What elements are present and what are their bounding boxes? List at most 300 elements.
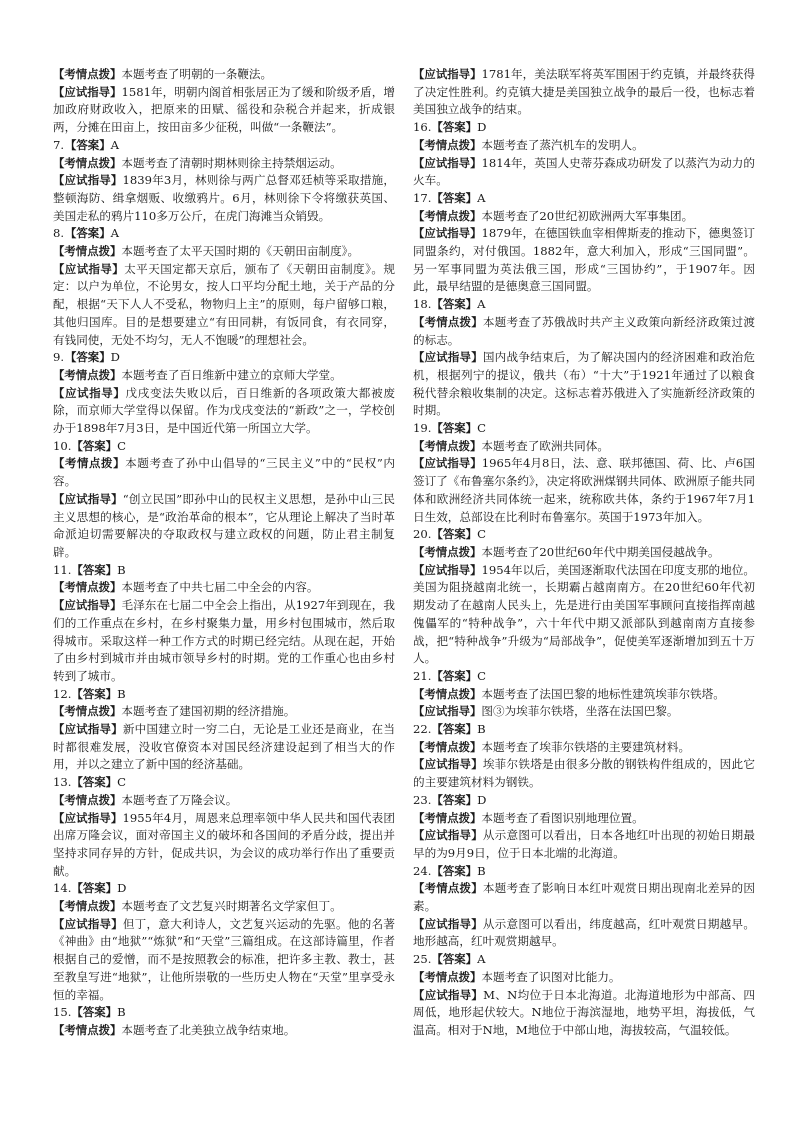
bracket-close: 】: [109, 155, 122, 170]
bracket-close: 】: [470, 67, 482, 81]
exam-point-line: [413, 438, 755, 456]
tag-label: 答案: [442, 190, 466, 205]
guidance-text: 太平天国定都天京后，颁布了《天朝田亩制度》。规定：以户为单位，不论男女，按人口平均分配土地，关于产品的分配，根据“天下人人不受私，物物归上主”的原则，每户留够口粮，其他归国库。目的是想要建立“有田同耕，有饭同食，有衣同穿，有钱同使，无处不均匀，无人不饱暖”的理想社会。: [53, 261, 395, 347]
question-number: 16.: [413, 120, 432, 135]
question-entry: [53, 225, 395, 349]
bracket-close: 】: [471, 987, 484, 1002]
answer-line: [413, 792, 755, 810]
bracket-open: 【: [53, 385, 66, 400]
bracket-close: 】: [469, 544, 482, 559]
bracket-open: 【: [413, 686, 425, 701]
question-entry: [413, 721, 755, 792]
tag-yszd: [413, 456, 482, 470]
bracket-close: 】: [470, 456, 482, 471]
tag-label: 考情点拨: [424, 881, 472, 896]
bracket-open: 【: [431, 120, 443, 135]
answer-line: [413, 668, 755, 686]
question-entry: [53, 774, 395, 880]
exam-point-line: [53, 898, 395, 916]
exam-point-text: 本题考查了法国巴黎的地标性建筑埃菲尔铁塔。: [481, 686, 725, 701]
bracket-open: 【: [413, 226, 425, 241]
answer-value: C: [477, 421, 486, 436]
guidance-line: [413, 916, 755, 951]
answer-value: D: [477, 120, 487, 135]
tag-answer: [65, 350, 111, 364]
exam-point-line: [53, 66, 395, 84]
bracket-open: 【: [431, 863, 443, 878]
tag-yszd: [413, 704, 481, 718]
exam-point-text: 本题考查了蒸汽机车的发明人。: [481, 137, 644, 152]
guidance-text: 1581年，明朝内阁首相张居正为了缓和阶级矛盾，增加政府财政收入，把原来的田赋、徭役和杂税合并起来，折成银两，分摊在田亩上，按田亩多少征税，叫做“一条鞭法”。: [53, 84, 395, 135]
bracket-close: 】: [105, 881, 118, 896]
tag-label: 考情点拨: [64, 1022, 110, 1037]
bracket-close: 】: [469, 686, 482, 701]
guidance-text: 埃菲尔铁塔是由很多分散的钢铁构件组成的，因此它的主要建筑材料为钢铁。: [413, 757, 755, 790]
bracket-open: 【: [431, 190, 443, 205]
bracket-open: 【: [413, 456, 425, 471]
bracket-close: 】: [109, 704, 122, 719]
bracket-open: 【: [413, 208, 425, 223]
exam-point-text: 本题考查了中共七届二中全会的内容。: [121, 580, 319, 595]
tag-label: 答案: [82, 881, 106, 896]
question-entry: [53, 66, 395, 137]
guidance-line: [53, 491, 395, 562]
question-entry: [53, 880, 395, 1004]
guidance-line: [413, 349, 755, 420]
tag-yszd: [413, 828, 483, 842]
question-entry: [413, 863, 755, 952]
exam-point-text: 本题考查了识图对比能力。: [481, 969, 621, 984]
tag-answer: [431, 191, 477, 205]
exam-point-line: [413, 314, 755, 349]
bracket-open: 【: [53, 367, 65, 382]
exam-point-line: [53, 455, 395, 490]
tag-kqdb: [53, 156, 121, 170]
bracket-close: 】: [465, 421, 478, 436]
tag-label: 考情点拨: [424, 969, 470, 984]
tag-kqdb: [413, 687, 481, 701]
bracket-close: 】: [113, 385, 126, 400]
question-number: 15.: [53, 1005, 72, 1020]
answer-line: [53, 225, 395, 243]
exam-point-text: 本题考查了明朝的一条鞭法。: [121, 67, 273, 81]
question-number: 7.: [53, 137, 65, 152]
tag-label: 考情点拨: [424, 686, 470, 701]
tag-answer: [431, 793, 477, 807]
tag-yszd: [53, 492, 123, 506]
answer-line: [413, 863, 755, 881]
tag-answer: [431, 297, 477, 311]
tag-answer: [65, 226, 111, 240]
bracket-close: 】: [99, 137, 111, 152]
answer-value: C: [117, 438, 126, 453]
tag-label: 应试指导: [65, 385, 114, 400]
bracket-close: 】: [111, 916, 123, 931]
tag-kqdb: [413, 439, 481, 453]
tag-yszd: [413, 563, 482, 577]
guidance-text: 1839年3月，林则徐与两广总督邓廷桢等采取措施，整顿海防、缉拿烟贩、收缴鸦片。6月，林则徐下令将缴获英国、美国走私的鸦片110多万公斤，在虎门海滩当众销毁。: [53, 173, 395, 223]
bracket-open: 【: [53, 916, 65, 931]
question-entry: [413, 190, 755, 296]
exam-point-line: [53, 579, 395, 597]
tag-label: 考情点拨: [64, 899, 110, 914]
answer-line: [413, 119, 755, 137]
tag-label: 考情点拨: [64, 244, 110, 259]
bracket-close: 】: [105, 686, 118, 701]
bracket-close: 】: [110, 598, 122, 613]
question-entry: [53, 137, 395, 226]
question-entry: [413, 296, 755, 420]
bracket-open: 【: [431, 792, 443, 807]
answer-line: [53, 686, 395, 704]
tag-label: 答案: [76, 350, 100, 365]
guidance-text: 1814年，英国人史蒂芬森成功研发了以蒸汽为动力的火车。: [413, 155, 755, 188]
bracket-open: 【: [431, 297, 443, 312]
right-column: [413, 66, 755, 1040]
answer-line: [53, 438, 395, 456]
exam-point-text: 本题考查了孙中山倡导的“三民主义”中的“民权”内容。: [53, 456, 395, 489]
answer-line: [53, 774, 395, 792]
exam-point-line: [53, 367, 395, 385]
tag-label: 应试指导: [64, 916, 112, 931]
tag-kqdb: [53, 1023, 121, 1037]
tag-kqdb: [53, 793, 121, 807]
tag-label: 答案: [442, 120, 466, 135]
tag-label: 应试指导: [64, 491, 112, 506]
bracket-open: 【: [413, 155, 425, 170]
question-number: 10.: [53, 438, 72, 453]
answer-value: D: [477, 792, 487, 807]
bracket-close: 】: [110, 810, 123, 825]
bracket-open: 【: [71, 686, 83, 701]
guidance-line: [413, 827, 755, 862]
bracket-close: 】: [465, 297, 478, 312]
exam-point-text: 本题考查了万隆会议。: [121, 792, 238, 807]
tag-label: 应试指导: [64, 810, 111, 825]
bracket-close: 】: [465, 792, 478, 807]
tag-label: 答案: [82, 1005, 106, 1020]
question-entry: [413, 792, 755, 863]
tag-answer: [431, 421, 477, 435]
answer-value: D: [117, 881, 127, 896]
bracket-close: 】: [465, 120, 478, 135]
tag-label: 答案: [76, 226, 100, 241]
bracket-open: 【: [53, 155, 65, 170]
tag-label: 考情点拨: [64, 704, 110, 719]
answer-value: A: [110, 137, 119, 152]
tag-answer: [431, 527, 477, 541]
answer-line: [413, 296, 755, 314]
bracket-close: 】: [109, 899, 122, 914]
tag-label: 答案: [442, 421, 466, 436]
exam-point-text: 本题考查了清朝时期林则徐主持禁烟运动。: [121, 155, 342, 170]
exam-point-text: 本题考查了埃菲尔铁塔的主要建筑材料。: [481, 739, 691, 754]
bracket-open: 【: [431, 527, 443, 542]
bracket-close: 】: [471, 314, 483, 329]
bracket-open: 【: [53, 792, 65, 807]
bracket-close: 】: [469, 969, 482, 984]
bracket-close: 】: [110, 173, 123, 188]
tag-label: 答案: [82, 686, 106, 701]
bracket-open: 【: [413, 881, 425, 896]
question-number: 14.: [53, 881, 72, 896]
bracket-open: 【: [413, 350, 425, 365]
tag-label: 应试指导: [424, 562, 471, 577]
bracket-close: 】: [99, 226, 111, 241]
tag-answer: [431, 722, 477, 736]
tag-answer: [71, 439, 117, 453]
tag-label: 考情点拨: [64, 580, 110, 595]
tag-label: 应试指导: [424, 704, 470, 719]
tag-answer: [71, 687, 117, 701]
exam-point-text: 本题考查了20世纪60年代中期美国侵越战争。: [481, 544, 720, 559]
question-entry: [413, 526, 755, 668]
bracket-open: 【: [413, 562, 425, 577]
answer-line: [413, 526, 755, 544]
tag-yszd: [413, 350, 483, 364]
exam-point-line: [53, 243, 395, 261]
bracket-open: 【: [413, 704, 425, 719]
bracket-open: 【: [413, 757, 425, 772]
tag-label: 考情点拨: [64, 155, 110, 170]
guidance-line: [413, 155, 755, 190]
bracket-open: 【: [413, 987, 425, 1002]
tag-label: 答案: [442, 863, 466, 878]
guidance-text: 图③为埃菲尔铁塔，坐落在法国巴黎。: [481, 704, 679, 719]
bracket-open: 【: [53, 899, 65, 914]
bracket-open: 【: [413, 67, 425, 81]
tag-label: 答案: [76, 137, 100, 152]
exam-point-text: 本题考查了欧洲共同体。: [481, 438, 609, 453]
bracket-close: 】: [99, 350, 111, 365]
question-number: 24.: [413, 863, 432, 878]
answer-value: D: [110, 350, 120, 365]
answer-line: [53, 880, 395, 898]
exam-point-text: 本题考查了看图识别地理位置。: [481, 810, 644, 825]
tag-yszd: [53, 722, 123, 736]
guidance-line: [53, 810, 395, 881]
guidance-text: 从示意图可以看出，日本各地红叶出现的初始日期最早的为9月9日，位于日本北端的北海道。: [413, 828, 755, 860]
guidance-text: 1781年，美法联军将英军围困于约克镇，并最终获得了决定性胜利。约克镇大捷是美国独立战争的最后一役，也标志着美国独立战争的结束。: [413, 67, 755, 117]
exam-point-text: 本题考查了苏俄战时共产主义政策向新经济政策过渡的标志。: [413, 314, 755, 347]
tag-label: 考情点拨: [424, 438, 470, 453]
tag-label: 答案: [82, 775, 106, 790]
tag-label: 应试指导: [424, 226, 471, 241]
tag-kqdb: [53, 67, 121, 81]
tag-kqdb: [53, 368, 121, 382]
bracket-close: 】: [470, 562, 482, 577]
question-entry: [413, 420, 755, 526]
tag-yszd: [413, 988, 483, 1002]
exam-point-line: [53, 155, 395, 173]
bracket-close: 】: [469, 810, 482, 825]
bracket-open: 【: [65, 226, 77, 241]
bracket-close: 】: [470, 226, 482, 241]
guidance-text: 但丁，意大利诗人，文艺复兴运动的先驱。他的名著《神曲》由“地狱”“炼狱”和“天堂”三篇组成。在这部诗篇里，作者根据自己的爱憎，而不是按照教会的标准，把许多主教、教士，甚至教皇写进“地狱”，让他所崇敬的一些历史人物在“天堂”里享受永恒的幸福。: [53, 916, 395, 1002]
guidance-line: [413, 455, 755, 526]
bracket-open: 【: [53, 244, 65, 259]
bracket-close: 】: [109, 367, 122, 382]
guidance-text: 1965年4月8日，法、意、联邦德国、荷、比、卢6国签订了《布鲁塞尔条约》，决定将欧洲煤钢共同体、欧洲原子能共同体和欧洲经济共同体统一起来，统称欧共体，条约于1967年7月1日生效，总部设在比利时布鲁塞尔。英国于1973年加入。: [413, 456, 756, 524]
tag-label: 考情点拨: [64, 792, 110, 807]
question-entry: [53, 349, 395, 438]
bracket-close: 】: [471, 881, 483, 896]
question-number: 8.: [53, 226, 65, 241]
guidance-text: 1955年4月，周恩来总理率领中华人民共和国代表团出席万隆会议，面对帝国主义的破坏和各国间的矛盾分歧，提出并坚持求同存异的方针，促成共识，为会议的成功举行作出了重要贡献。: [53, 810, 395, 878]
tag-kqdb: [413, 811, 481, 825]
bracket-open: 【: [431, 421, 443, 436]
bracket-close: 】: [469, 438, 482, 453]
exam-point-line: [413, 880, 755, 915]
question-number: 19.: [413, 421, 432, 436]
question-number: 9.: [53, 350, 65, 365]
exam-point-text: 本题考查了文艺复兴时期著名文学家但丁。: [121, 899, 342, 914]
tag-label: 考情点拨: [424, 137, 470, 152]
guidance-text: 1879年，在德国铁血宰相俾斯麦的推动下，德奥签订同盟条约，对付俄国。1882年，意大利加入，形成“三国同盟”。另一军事同盟为英法俄三国，形成“三国协约”，于1907年。因此，最早结盟的是德奥意三国同盟。: [413, 226, 755, 294]
question-entry: [413, 951, 755, 1040]
answer-line: [53, 137, 395, 155]
bracket-open: 【: [413, 739, 425, 754]
tag-label: 考情点拨: [424, 739, 470, 754]
question-number: 17.: [413, 190, 432, 205]
exam-point-line: [413, 686, 755, 704]
tag-answer: [71, 775, 117, 789]
tag-label: 应试指导: [424, 350, 472, 365]
question-entry: [53, 438, 395, 562]
bracket-close: 】: [469, 137, 482, 152]
answer-line: [53, 349, 395, 367]
question-number: 12.: [53, 686, 72, 701]
bracket-open: 【: [431, 668, 443, 683]
tag-label: 应试指导: [424, 828, 472, 843]
answer-value: B: [117, 1005, 126, 1020]
tag-label: 答案: [442, 297, 466, 312]
bracket-open: 【: [53, 84, 65, 99]
tag-label: 答案: [442, 668, 466, 683]
exam-point-line: [53, 1022, 395, 1040]
exam-point-line: [413, 137, 755, 155]
tag-answer: [431, 669, 477, 683]
tag-label: 应试指导: [424, 757, 472, 772]
bracket-close: 】: [105, 775, 118, 790]
bracket-open: 【: [53, 810, 65, 825]
tag-kqdb: [413, 545, 481, 559]
tag-label: 应试指导: [424, 67, 471, 81]
bracket-open: 【: [53, 173, 65, 188]
tag-yszd: [53, 811, 122, 825]
bracket-close: 】: [465, 527, 478, 542]
answer-value: C: [477, 527, 486, 542]
tag-answer: [431, 120, 477, 134]
bracket-close: 】: [465, 722, 478, 737]
bracket-close: 】: [469, 704, 482, 719]
guidance-line: [413, 756, 755, 791]
bracket-open: 【: [53, 580, 65, 595]
tag-yszd: [413, 917, 483, 931]
answer-value: B: [477, 722, 486, 737]
bracket-open: 【: [53, 456, 66, 471]
bracket-close: 】: [469, 208, 482, 223]
tag-yszd: [53, 85, 122, 99]
question-entry: [413, 66, 755, 119]
exam-point-line: [413, 969, 755, 987]
question-number: 18.: [413, 297, 432, 312]
tag-yszd: [413, 226, 482, 240]
bracket-open: 【: [53, 722, 65, 737]
answer-value: C: [117, 775, 126, 790]
answer-value: A: [110, 226, 119, 241]
guidance-text: 新中国建立时一穷二白，无论是工业还是商业，在当时都很难发展，没收官僚资本对国民经济建设起到了相当大的作用，并以之建立了新中国的经济基础。: [53, 722, 395, 772]
bracket-close: 】: [471, 757, 483, 772]
answer-value: C: [477, 668, 486, 683]
tag-kqdb: [53, 456, 125, 470]
tag-label: 答案: [442, 722, 466, 737]
bracket-open: 【: [53, 704, 65, 719]
exam-point-line: [413, 739, 755, 757]
guidance-line: [413, 66, 755, 119]
tag-label: 考情点拨: [64, 367, 110, 382]
exam-point-line: [413, 544, 755, 562]
bracket-close: 】: [111, 491, 123, 506]
tag-label: 答案: [82, 562, 106, 577]
bracket-close: 】: [470, 155, 482, 170]
answer-line: [53, 1004, 395, 1022]
tag-answer: [65, 138, 111, 152]
tag-label: 考情点拨: [64, 67, 110, 81]
answer-line: [413, 190, 755, 208]
tag-label: 考情点拨: [65, 456, 114, 471]
answer-value: A: [477, 190, 486, 205]
bracket-close: 】: [110, 84, 122, 99]
tag-yszd: [53, 598, 122, 612]
tag-label: 应试指导: [64, 598, 111, 613]
tag-kqdb: [53, 899, 121, 913]
bracket-open: 【: [65, 137, 77, 152]
guidance-line: [53, 916, 395, 1005]
answer-value: A: [477, 952, 486, 967]
question-entry: [413, 119, 755, 190]
bracket-close: 】: [465, 668, 478, 683]
bracket-open: 【: [413, 544, 425, 559]
guidance-line: [413, 562, 755, 668]
guidance-line: [53, 172, 395, 225]
bracket-open: 【: [413, 137, 425, 152]
tag-label: 应试指导: [64, 84, 111, 99]
bracket-open: 【: [431, 722, 443, 737]
tag-label: 考情点拨: [424, 314, 472, 329]
tag-label: 考情点拨: [424, 810, 470, 825]
tag-label: 应试指导: [64, 261, 113, 276]
bracket-close: 】: [111, 722, 123, 737]
tag-label: 应试指导: [64, 173, 111, 188]
bracket-open: 【: [413, 916, 425, 931]
bracket-close: 】: [105, 562, 118, 577]
question-number: 25.: [413, 952, 432, 967]
exam-point-line: [413, 208, 755, 226]
bracket-open: 【: [413, 969, 425, 984]
guidance-text: “创立民国”即孙中山的民权主义思想，是孙中山三民主义思想的核心，是“政治革命的根本”，它从理论上解决了当时革命派迫切需要解决的夺取政权与建立政权的问题，防止君主制复辟。: [53, 491, 395, 559]
tag-label: 应试指导: [424, 916, 472, 931]
answer-line: [413, 951, 755, 969]
bracket-close: 】: [109, 580, 122, 595]
bracket-close: 】: [471, 828, 483, 843]
bracket-close: 】: [109, 792, 122, 807]
tag-label: 答案: [442, 527, 466, 542]
question-number: 13.: [53, 775, 72, 790]
exam-point-line: [413, 810, 755, 828]
tag-yszd: [53, 917, 123, 931]
tag-kqdb: [413, 740, 481, 754]
